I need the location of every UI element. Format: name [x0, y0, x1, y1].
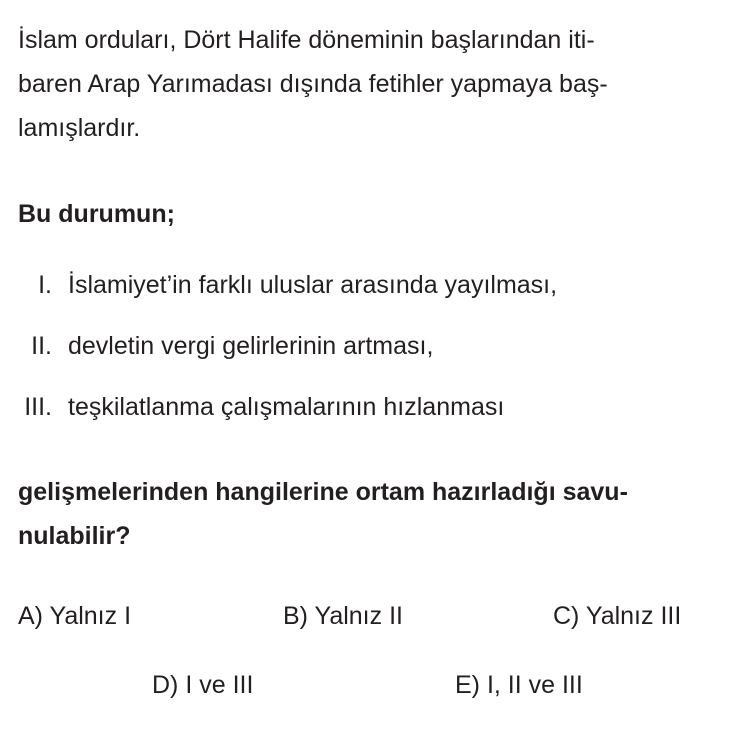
statement-item	[0, 385, 740, 446]
statement-text: teşkilatlanma çalışmalarının hızlanması	[68, 393, 505, 421]
question-line: nulabilir?	[18, 522, 131, 550]
option-e[interactable]: E) I, II ve III	[455, 671, 583, 699]
option-b[interactable]: B) Yalnız II	[283, 602, 403, 630]
option-d[interactable]: D) I ve III	[152, 671, 254, 699]
statement-item	[0, 263, 740, 324]
statement-numeral: III.	[24, 393, 52, 421]
statement-item	[0, 324, 740, 385]
option-c[interactable]: C) Yalnız III	[553, 602, 682, 630]
question-stem	[18, 470, 718, 558]
passage-line: baren Arap Yarımadası dışında fetihler yapmaya baş-	[18, 70, 608, 98]
stem-intro: Bu durumun;	[18, 200, 175, 228]
statement-numeral: II.	[31, 332, 52, 360]
statement-list	[0, 263, 740, 446]
passage-line: İslam orduları, Dört Halife döneminin başlarından iti-	[18, 26, 595, 54]
question-line: gelişmelerinden hangilerine ortam hazırladığı savu-	[18, 478, 628, 506]
statement-text: İslamiyet’in farklı uluslar arasında yayılması,	[68, 271, 558, 299]
option-a[interactable]: A) Yalnız I	[18, 602, 132, 630]
passage-line: lamışlardır.	[18, 114, 141, 142]
statement-text: devletin vergi gelirlerinin artması,	[68, 332, 434, 360]
question-passage	[18, 18, 708, 150]
statement-numeral: I.	[38, 271, 52, 299]
